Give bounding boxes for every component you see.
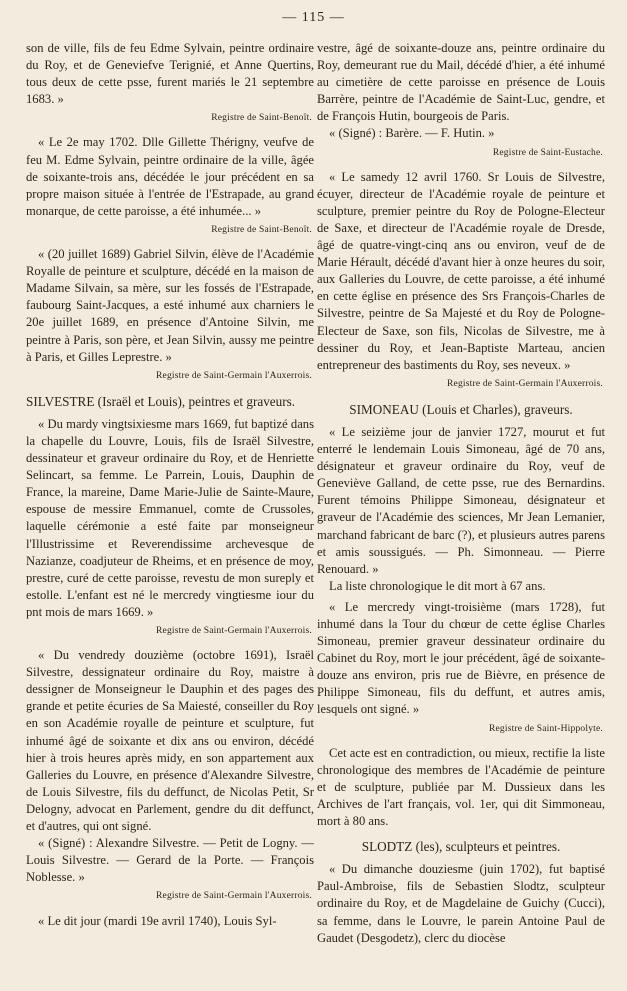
paragraph: « Le seizième jour de janvier 1727, mourut et fut enterré le lendemain Louis Simoneau, âgé de 70 ans, désignateur et graveur ordinaire du Roy, veuf de Geneviève Galland, de cette psse, rue des Bernardins. Furent témoins Philippe Simoneau, désignateur et graveur de l'Académie des sciences, Mr Jean Lemanier, marchand fabricant de barc (?), et plusieurs autres parens et amis soussigués. — Ph. Simonneau. — Pierre Renouard. »: [317, 424, 605, 576]
register-citation: Registre de Saint-Germain l'Auxerrois.: [156, 626, 312, 636]
paragraph: « (Signé) : Barère. — F. Hutin. »: [329, 126, 495, 141]
page-number: — 115 —: [282, 10, 345, 25]
right-column: [317, 40, 605, 984]
paragraph: « Le dit jour (mardi 19e avril 1740), Louis Syl-: [38, 913, 277, 928]
paragraph: « Du dimanche douziesme (juin 1702), fut baptisé Paul-Ambroise, fils de Sebastien Slodtz, sculpteur ordinaire du Roy, et de Magdelaine de Guichy (Cucci), sa femme, dans le Louvre, le parein Antoine Paul de Gaudet (Desgodetz), clerc du diocèse: [317, 862, 605, 945]
register-citation: Registre de Saint-Benoît.: [211, 224, 312, 235]
register-citation: Registre de Saint-Benoît.: [211, 113, 312, 124]
paragraph: « (Signé) : Alexandre Silvestre. — Petit de Logny. — Louis Silvestre. — Gerard de la Porte. — François Noblesse. »: [26, 836, 314, 885]
paragraph: Cet acte est en contradiction, ou mieux, rectifie la liste chronologique des membres de l'Académie de peinture et de sculpture, publiée par M. Dussieux dans les Archives de l'art français, vol. 1er, qui dit Simmoneau, mort à 80 ans.: [317, 745, 605, 829]
left-column: [26, 40, 314, 984]
paragraph: « (20 juillet 1689) Gabriel Silvin, élève de l'Académie Royalle de peinture et sculpture, décédé en la maison de Madame Silvain, sa mère, sur les fossés de l'Estrapade, faubourg Saint-Jacques, a esté inhumé aux charniers le 20e juillet 1689, en présence d'Antoine Silvin, me peintre à Paris, son père, et Jean Silvin, aussy me peintre à Paris, et Gilles Leprestre. »: [26, 247, 314, 364]
paragraph: « Le mercredy vingt-troisième (mars 1728), fut inhumé dans la Tour du chœur de cette église Charles Simoneau, premier graveur dessinateur ordinaire du Cabinet du Roy, mort le jour précédent, âgé de soixante-douze ans environ, pris rue de Bièvre, en présence de Philippe Simoneau, fils du deffunt, et autres amis, lesquels ont signé. »: [317, 599, 605, 717]
register-citation: Registre de Saint-Germain l'Auxerrois.: [156, 370, 312, 381]
register-citation: Registre de Saint-Germain l'Auxerrois.: [156, 891, 312, 902]
paragraph: « Le samedy 12 avril 1760. Sr Louis de Silvestre, écuyer, directeur de l'Académie royale de peinture et sculpture, premier peintre du Roy de Pologne-Electeur de Saxe, et directeur de l'Académie royale de Dresde, âgé de quatre-vingt-cinq ans ou environ, veuf de de Marie Hérault, décédé d'avant hier à onze heures du soir, aux Galleries du Louvre, de cette paroisse, a été inhumé en cette église en présence des Srs François-Charles de Silvestre, peintre de Sa Majesté et du Roy de Pologne-Electeur de Saxe, son fils, Nicolas de Silvestre, me à dessiner du Roy, et Jean-Baptiste Marteau, ancien entrepreneur des bastiments du Roy, ses neveux. »: [317, 169, 605, 372]
paragraph: vestre, âgé de soixante-douze ans, peintre ordinaire du Roy, demeurant rue du Mail, décédé d'hier, a été inhumé au cimetière de cette paroisse en présence de Louis Barrère, peintre de l'Académie de Saint-Luc, gendre, et de François Hutin, bourgeois de Paris.: [317, 41, 605, 124]
paragraph: « Du mardy vingtsixiesme mars 1669, fut baptizé dans la chapelle du Louvre, Louis, fils de Israël Silvestre, dessinateur et graveur ordinaire du Roy, et de Henriette Selincart, sa femme. Le Parrein, Louis, Dauphin de France, la mareine, Dame Marie-Julie de Sainte-Maure, espouse de messire Emmanuel, comte de Crussoles, laquelle cérémonie a esté faite par monseigneur l'Illustrissime et Reverendissime archevesque de Nazianze, coadjuteur de Rheims, et en présence de moy, prestre, curé de cette paroisse, revestu de mon sureply et estolle. L'enfant est né le mercredy vingtiesme iour du pnt mois de mars 1669. »: [26, 416, 314, 619]
register-citation: Registre de Saint-Eustache.: [492, 147, 603, 158]
section-heading: SLODTZ (les), sculpteurs et peintres.: [361, 839, 561, 855]
section-heading: SILVESTRE (Israël et Louis), peintres et graveurs.: [26, 393, 296, 409]
paragraph: son de ville, fils de feu Edme Sylvain, peintre ordinaire du Roy, et de Geneviefve Terignié, et Anne Quertins, tous deux de cette psse, furent mariés le 21 septembre 1683. »: [26, 41, 314, 107]
register-citation: Registre de Saint-Hippolyte.: [488, 723, 603, 734]
paragraph: « Le 2e may 1702. Dlle Gillette Thérigny, veufve de feu M. Edme Sylvain, peintre ordinaire de la ville, âgée de soixante-trois ans, décédée le jour précédent en sa propre maison située à l'entrée de l'Estrapade, au grand monarque, de cette paroisse, a été inhumée... »: [26, 135, 314, 218]
register-citation: Registre de Saint-Germain l'Auxerrois.: [447, 378, 603, 389]
paragraph: La liste chronologique le dit mort à 67 ans.: [329, 578, 546, 593]
paragraph: « Du vendredy douzième (octobre 1691), Israël Silvestre, dessignateur ordinaire du Roy, maistre à dessigner de Monseigneur le Dauphin et des pages des grande et petite écuries de Sa Maiesté, conseiller du Roy en son Académie royalle de peinture et sculpture, fut inhumé âgé de soixante et dix ans ou environ, décédé hier à trois heures après midy, en son appartement aux Galleries du Louvre, en présence d'Alexandre Silvestre, de Louis Silvestre, fils du deffunct, de Nicolas Petit, Sr Delogny, advocat en Parlement, gendre du dit deffunct, et d'autres, qui ont signé.: [26, 648, 314, 834]
section-heading: SIMONEAU (Louis et Charles), graveurs.: [349, 401, 573, 417]
